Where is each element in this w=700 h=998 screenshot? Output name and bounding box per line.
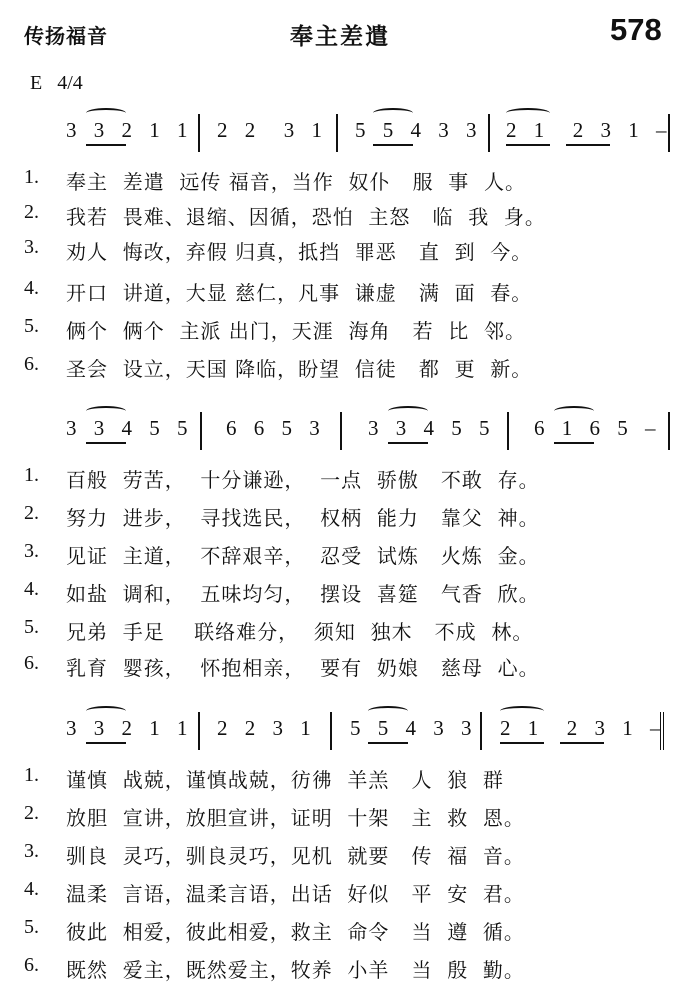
bar-line: [200, 412, 202, 450]
bar-line: [480, 712, 482, 750]
measure: 5 5 4 3 3: [350, 716, 478, 740]
notation-line-1: [0, 114, 700, 148]
slur: [388, 406, 428, 416]
measure: 3 3 2 1 1: [66, 118, 194, 142]
underline: [86, 442, 126, 444]
bar-line: [198, 712, 200, 750]
measure: 6 6 5 3: [226, 416, 326, 440]
notation-line-2: [0, 412, 700, 446]
bar-line: [198, 114, 200, 152]
slur: [554, 406, 594, 416]
bar-line: [668, 412, 670, 450]
verse-line: 2. 放胆 宣讲，放胆宣讲，证明 十架 主 救 恩。: [24, 802, 525, 830]
verse-line: 4. 温柔 言语，温柔言语，出话 好似 平 安 君。: [24, 878, 525, 906]
slur: [368, 706, 408, 716]
underline: [86, 742, 126, 744]
bar-line: [507, 412, 509, 450]
underline: [506, 144, 550, 146]
underline: [388, 442, 428, 444]
slur: [86, 108, 126, 118]
slur: [506, 108, 550, 118]
measure: 2 2 3 1: [217, 118, 328, 142]
bar-line: [668, 114, 670, 152]
verse-line: 1. 奉主 差遣 远传 福音，当作 奴仆 服 事 人。: [24, 166, 527, 194]
verse-line: 4. 开口 讲道，大显 慈仁，凡事 谦虚 满 面 春。: [24, 277, 533, 305]
measure: 2 1 2 3 1 –: [500, 716, 667, 740]
verse-line: 4. 如盐 调和， 五味均匀， 摆设 喜筵 气香 欣。: [24, 578, 540, 606]
verse-line: 2. 努力 进步， 寻找选民， 权柄 能力 靠父 神。: [24, 502, 540, 530]
measure: 2 2 3 1: [217, 716, 317, 740]
hymn-number: 578: [610, 12, 662, 47]
slur: [373, 108, 413, 118]
slur: [500, 706, 544, 716]
verse-line: 6. 圣会 设立，天国 降临，盼望 信徒 都 更 新。: [24, 353, 533, 381]
underline: [373, 144, 413, 146]
underline: [368, 742, 408, 744]
bar-line: [340, 412, 342, 450]
verse-line: 3. 见证 主道， 不辞艰辛， 忍受 试炼 火炼 金。: [24, 540, 540, 568]
verse-line: 3. 劝人 悔改，弃假 归真，抵挡 罪恶 直 到 今。: [24, 236, 533, 264]
verse-line: 1. 百般 劳苦， 十分谦逊， 一点 骄傲 不敢 存。: [24, 464, 540, 492]
measure: 3 3 4 5 5: [66, 416, 194, 440]
key-signature: E 4/4: [30, 72, 83, 94]
verse-line: 6. 既然 爱主，既然爱主，牧养 小羊 当 殷 勤。: [24, 954, 525, 982]
verse-line: 5. 兄弟 手足 联络难分， 须知 独木 不成 林。: [24, 616, 534, 644]
measure: 5 5 4 3 3: [355, 118, 483, 142]
measure: 6 1 6 5 –: [534, 416, 662, 440]
underline: [554, 442, 594, 444]
underline: [86, 144, 126, 146]
bar-line: [488, 114, 490, 152]
underline: [566, 144, 610, 146]
measure: 3 3 4 5 5: [368, 416, 496, 440]
notation-line-3: [0, 712, 700, 746]
measure: 2 1 2 3 1 –: [506, 118, 673, 142]
verse-line: 6. 乳育 婴孩， 怀抱相亲， 要有 奶娘 慈母 心。: [24, 652, 540, 680]
hymn-category: 传扬福音: [24, 24, 108, 48]
hymn-title: 奉主差遣: [290, 24, 390, 50]
verse-line: 2. 我若 畏难、退缩、因循，恐怕 主怒 临 我 身。: [24, 201, 546, 229]
final-bar-line: [660, 712, 667, 750]
verse-line: 1. 谨慎 战兢，谨慎战兢，彷彿 羊羔 人 狼 群: [24, 764, 504, 792]
bar-line: [336, 114, 338, 152]
verse-line: 5. 彼此 相爱，彼此相爱，救主 命令 当 遵 循。: [24, 916, 525, 944]
underline: [500, 742, 544, 744]
underline: [560, 742, 604, 744]
slur: [86, 706, 126, 716]
bar-line: [330, 712, 332, 750]
measure: 3 3 2 1 1: [66, 716, 194, 740]
verse-line: 5. 俩个 俩个 主派 出门，天涯 海角 若 比 邻。: [24, 315, 527, 343]
slur: [86, 406, 126, 416]
verse-line: 3. 驯良 灵巧，驯良灵巧，见机 就要 传 福 音。: [24, 840, 525, 868]
